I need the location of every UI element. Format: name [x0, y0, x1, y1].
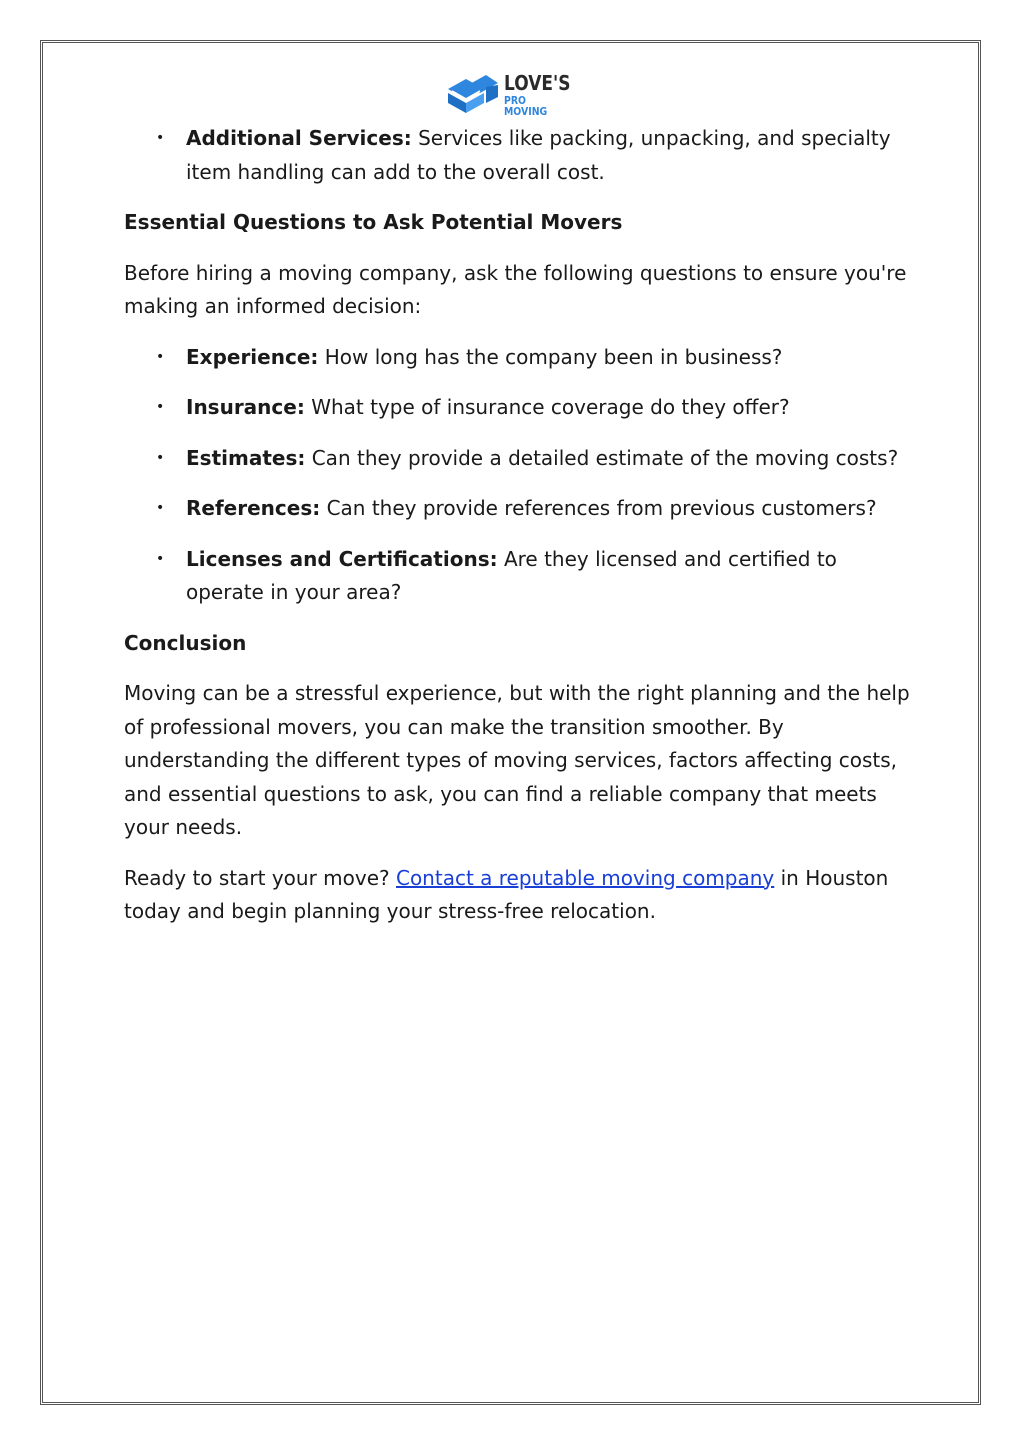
services-list	[124, 122, 914, 189]
conclusion-body: Moving can be a stressful experience, but with the right planning and the help of professional movers, you can make the transition smoother. By understanding the different types of moving services, factors affecting costs, and essential questions to ask, you can find a reliable company that meets your needs.	[124, 681, 910, 839]
contact-company-link[interactable]: Contact a reputable moving company	[395, 865, 775, 890]
bullet-icon: •	[156, 550, 165, 567]
list-item-text: Are they licensed and certified to operate in your area?	[186, 546, 837, 604]
logo-title: LOVE'S	[504, 71, 571, 95]
section-heading: Essential Questions to Ask Potential Movers	[124, 210, 623, 234]
bullet-icon: •	[156, 348, 165, 365]
bullet-icon: •	[156, 130, 165, 146]
list-item	[124, 391, 914, 425]
list-item-term: Experience:	[186, 344, 319, 369]
document-body	[124, 122, 914, 946]
bullet-icon: •	[156, 500, 165, 516]
list-item-term: Licenses and Certifications:	[186, 546, 498, 571]
list-item-text: Can they provide a detailed estimate of the moving costs?	[305, 445, 899, 470]
cta-text-before: Ready to start your move?	[124, 865, 396, 890]
list-item	[124, 341, 914, 375]
list-item	[124, 543, 914, 610]
list-item-text: What type of insurance coverage do they offer?	[304, 395, 790, 419]
list-item-term: References:	[186, 496, 321, 520]
list-item	[124, 122, 914, 189]
bullet-icon: •	[156, 399, 165, 415]
list-item-text: How long has the company been in business?	[318, 344, 783, 369]
list-item-term: Additional Services:	[186, 126, 412, 150]
company-logo	[446, 72, 576, 118]
list-item-term: Estimates:	[186, 445, 306, 470]
list-item	[124, 492, 914, 526]
box-logo-icon	[446, 75, 500, 115]
logo-subtitle: PRO MOVING	[504, 94, 548, 118]
list-item-term: Insurance:	[186, 395, 305, 419]
conclusion-heading: Conclusion	[124, 630, 247, 655]
list-item-text: Can they provide references from previous customers?	[320, 496, 877, 520]
call-to-action	[124, 862, 914, 929]
list-item	[124, 442, 914, 476]
list-item-text: Services like packing, unpacking, and specialty item handling can add to the overall cost.	[186, 126, 891, 184]
cta-text-after: in Houston today and begin planning your stress-free relocation.	[124, 865, 889, 923]
section-intro: Before hiring a moving company, ask the following questions to ensure you're making an informed decision:	[124, 260, 907, 318]
questions-list	[124, 341, 914, 610]
bullet-icon: •	[156, 449, 165, 466]
